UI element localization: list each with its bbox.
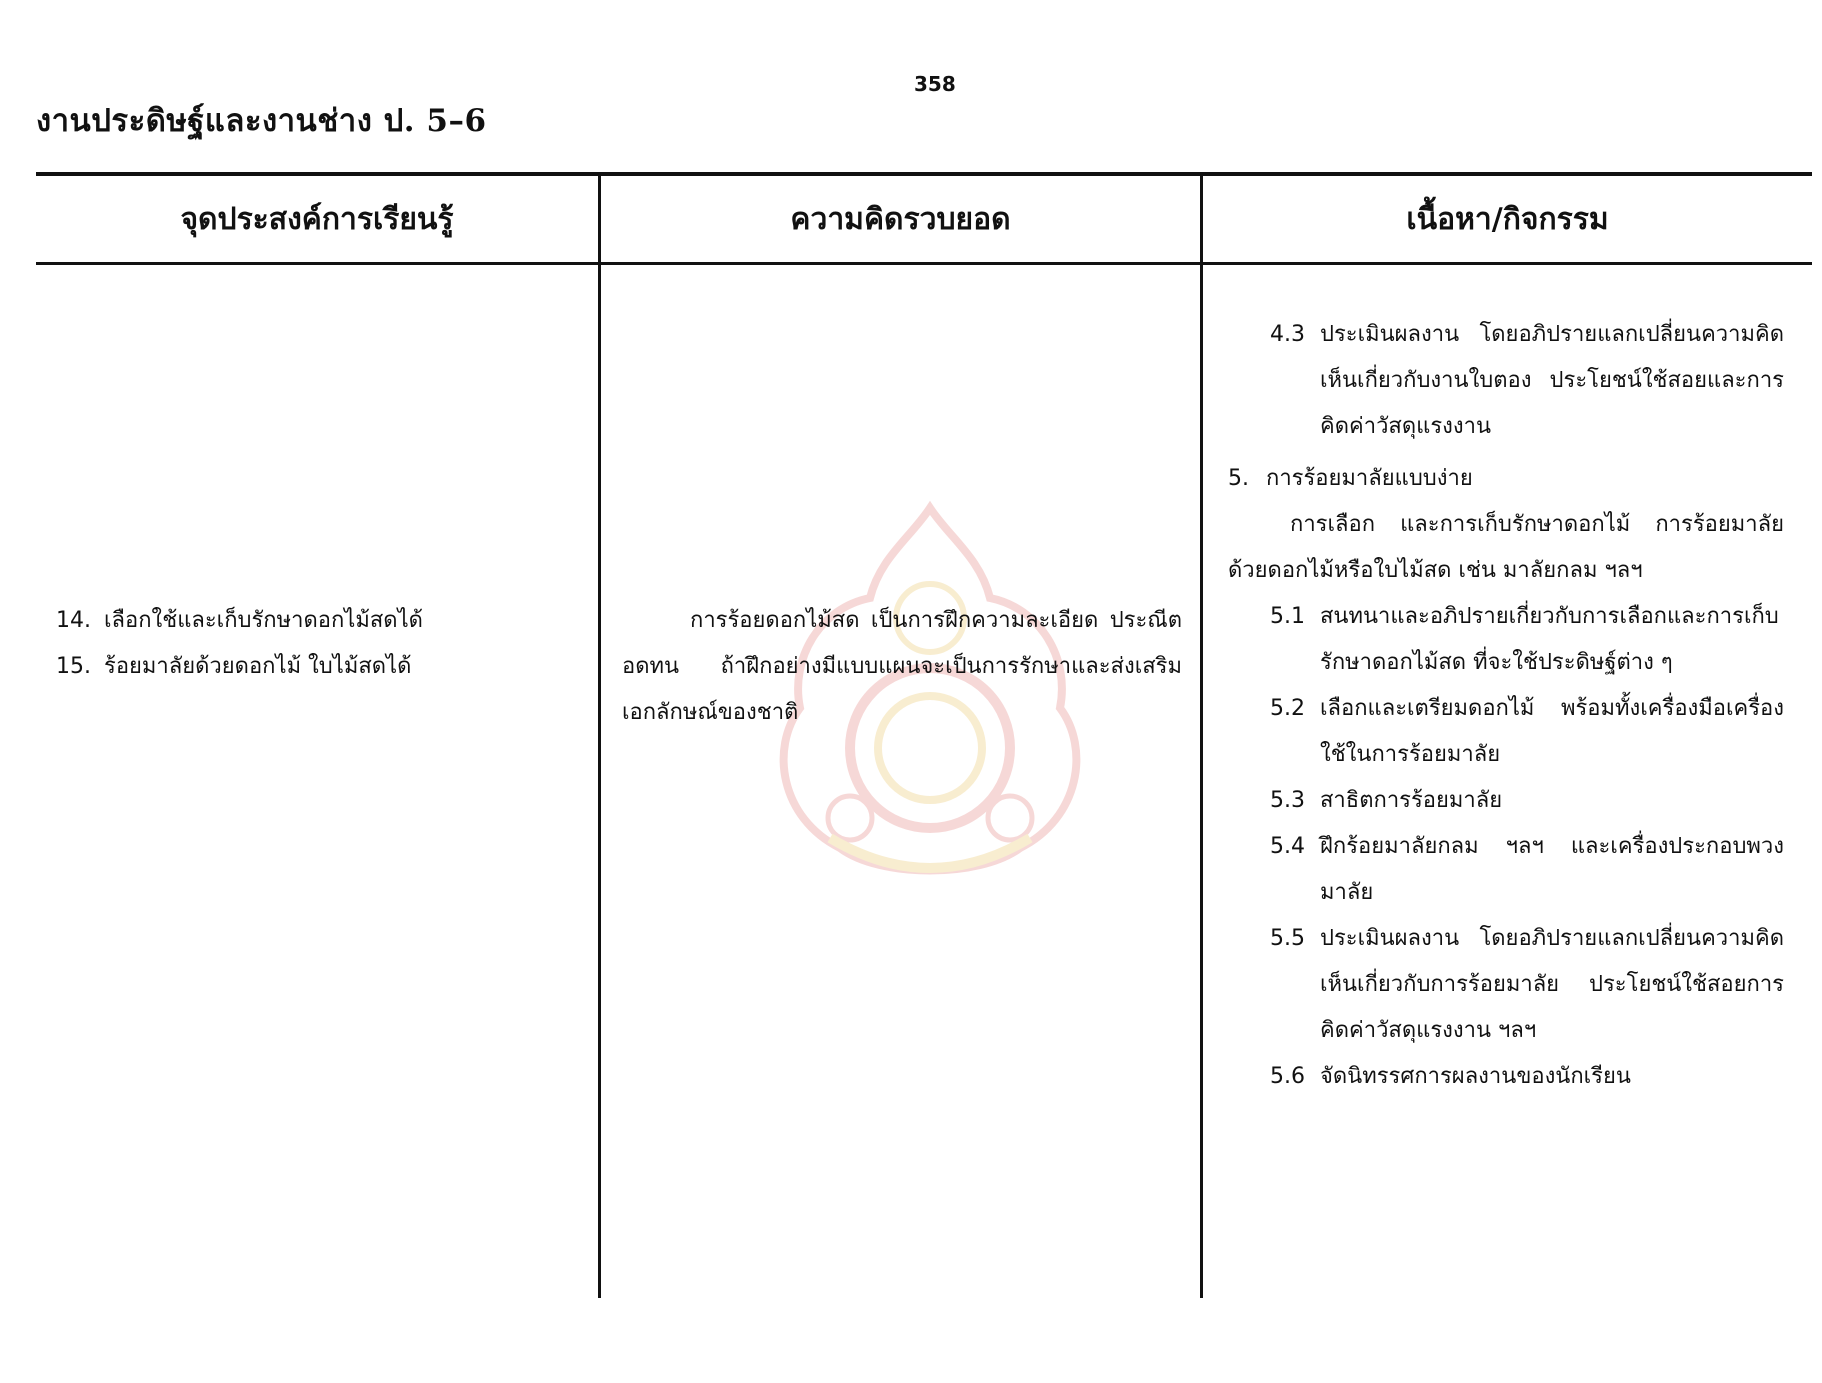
concept-text: การร้อยดอกไม้สด เป็นการฝึกความละเอียด ประณีต อดทน ถ้าฝึกอย่างมีแบบแผนจะเป็นการรักษาและส่งเสริมเอกลักษณ์ของชาติ bbox=[622, 608, 1182, 725]
page-number: 358 bbox=[914, 72, 956, 96]
section-5-intro: การเลือก และการเก็บรักษาดอกไม้ การร้อยมาลัยด้วยดอกไม้หรือใบไม้สด เช่น มาลัยกลม ฯลฯ bbox=[1228, 512, 1784, 583]
content-item-4-3 bbox=[1228, 312, 1784, 450]
objective-number: 14. bbox=[56, 608, 91, 633]
item-number: 5.6 bbox=[1270, 1064, 1305, 1089]
header-content: เนื้อหา/กิจกรรม bbox=[1406, 202, 1609, 237]
content-item-5-6 bbox=[1228, 1054, 1784, 1100]
objective-number: 15. bbox=[56, 654, 91, 679]
item-number: 5.2 bbox=[1270, 696, 1305, 721]
content-item-5-1 bbox=[1228, 594, 1784, 686]
item-text: ประเมินผลงาน โดยอภิปรายแลกเปลี่ยนความคิดเห็นเกี่ยวกับการร้อยมาลัย ประโยชน์ใช้สอยการคิดค่าวัสดุแรงงาน ฯลฯ bbox=[1320, 926, 1784, 1043]
section-5-heading bbox=[1228, 456, 1784, 502]
header-objectives: จุดประสงค์การเรียนรู้ bbox=[180, 202, 454, 237]
objectives-column bbox=[56, 598, 586, 690]
item-text: สาธิตการร้อยมาลัย bbox=[1320, 788, 1503, 813]
objective-item bbox=[56, 644, 586, 690]
content-item-5-5 bbox=[1228, 916, 1784, 1054]
objective-text: ร้อยมาลัยด้วยดอกไม้ ใบไม้สดได้ bbox=[104, 654, 412, 679]
table-top-rule bbox=[36, 172, 1812, 176]
content-item-5-3 bbox=[1228, 778, 1784, 824]
content-item-5-2 bbox=[1228, 686, 1784, 778]
item-text: เลือกและเตรียมดอกไม้ พร้อมทั้งเครื่องมือเครื่องใช้ในการร้อยมาลัย bbox=[1320, 696, 1784, 767]
section-number: 5. bbox=[1228, 466, 1249, 491]
column-divider-1 bbox=[598, 173, 601, 1298]
item-number: 5.1 bbox=[1270, 604, 1305, 629]
item-number: 4.3 bbox=[1270, 322, 1305, 347]
item-text: สนทนาและอภิปรายเกี่ยวกับการเลือกและการเก็บรักษาดอกไม้สด ที่จะใช้ประดิษฐ์ต่าง ๆ bbox=[1320, 604, 1779, 675]
objective-item bbox=[56, 598, 586, 644]
item-number: 5.4 bbox=[1270, 834, 1305, 859]
item-number: 5.3 bbox=[1270, 788, 1305, 813]
section-title: การร้อยมาลัยแบบง่าย bbox=[1266, 466, 1473, 491]
item-text: จัดนิทรรศการผลงานของนักเรียน bbox=[1320, 1064, 1631, 1089]
concept-column bbox=[622, 598, 1182, 736]
item-text: ประเมินผลงาน โดยอภิปรายแลกเปลี่ยนความคิดเห็นเกี่ยวกับงานใบตอง ประโยชน์ใช้สอยและการคิดค่าวัสดุแรงงาน bbox=[1320, 322, 1784, 439]
document-title: งานประดิษฐ์และงานช่าง ป. 5–6 bbox=[36, 103, 487, 139]
header-concept: ความคิดรวบยอด bbox=[790, 202, 1011, 237]
item-text: ฝึกร้อยมาลัยกลม ฯลฯ และเครื่องประกอบพวงมาลัย bbox=[1320, 834, 1784, 905]
table-header-rule bbox=[36, 262, 1812, 265]
content-column bbox=[1228, 312, 1784, 1100]
item-number: 5.5 bbox=[1270, 926, 1305, 951]
content-item-5-4 bbox=[1228, 824, 1784, 916]
column-divider-2 bbox=[1200, 173, 1203, 1298]
objective-text: เลือกใช้และเก็บรักษาดอกไม้สดได้ bbox=[104, 608, 423, 633]
